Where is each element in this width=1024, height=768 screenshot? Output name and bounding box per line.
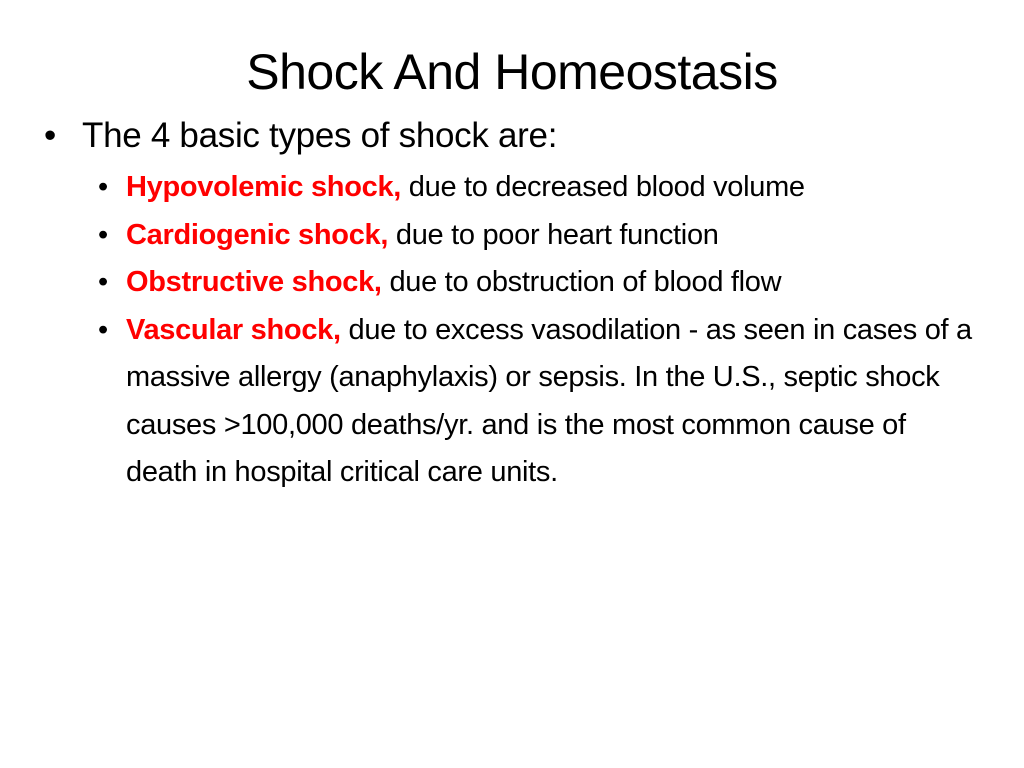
bullet-glyph: • (98, 313, 108, 346)
list-item (44, 307, 984, 497)
slide-title: Shock And Homeostasis (246, 44, 778, 100)
shock-type-description: due to excess vasodilation - as seen in cases of a massive allergy (anaphylaxis) or sepsis. In the U.S., septic shock causes >100,000 deaths/yr. and is the most common cause of death in hospital critical care units. (126, 313, 972, 488)
list-item (44, 164, 984, 212)
shock-type-description: due to obstruction of blood flow (381, 266, 782, 298)
shock-type-description: due to poor heart function (388, 218, 719, 251)
shock-type-term: Cardiogenic shock, (126, 218, 389, 251)
list-item (44, 212, 984, 260)
bullet-glyph: • (44, 116, 56, 155)
bullet-glyph: • (98, 218, 108, 251)
intro-bullet (44, 112, 984, 160)
shock-types-list (44, 164, 984, 497)
shock-type-term: Hypovolemic shock, (126, 171, 402, 203)
list-item (44, 259, 984, 307)
shock-type-description: due to decreased blood volume (401, 171, 805, 203)
slide-body (44, 112, 984, 497)
intro-text: The 4 basic types of shock are: (82, 116, 558, 155)
bullet-glyph: • (98, 266, 108, 298)
bullet-glyph: • (98, 171, 108, 203)
shock-type-term: Vascular shock, (126, 313, 341, 346)
shock-type-term: Obstructive shock, (126, 266, 382, 298)
